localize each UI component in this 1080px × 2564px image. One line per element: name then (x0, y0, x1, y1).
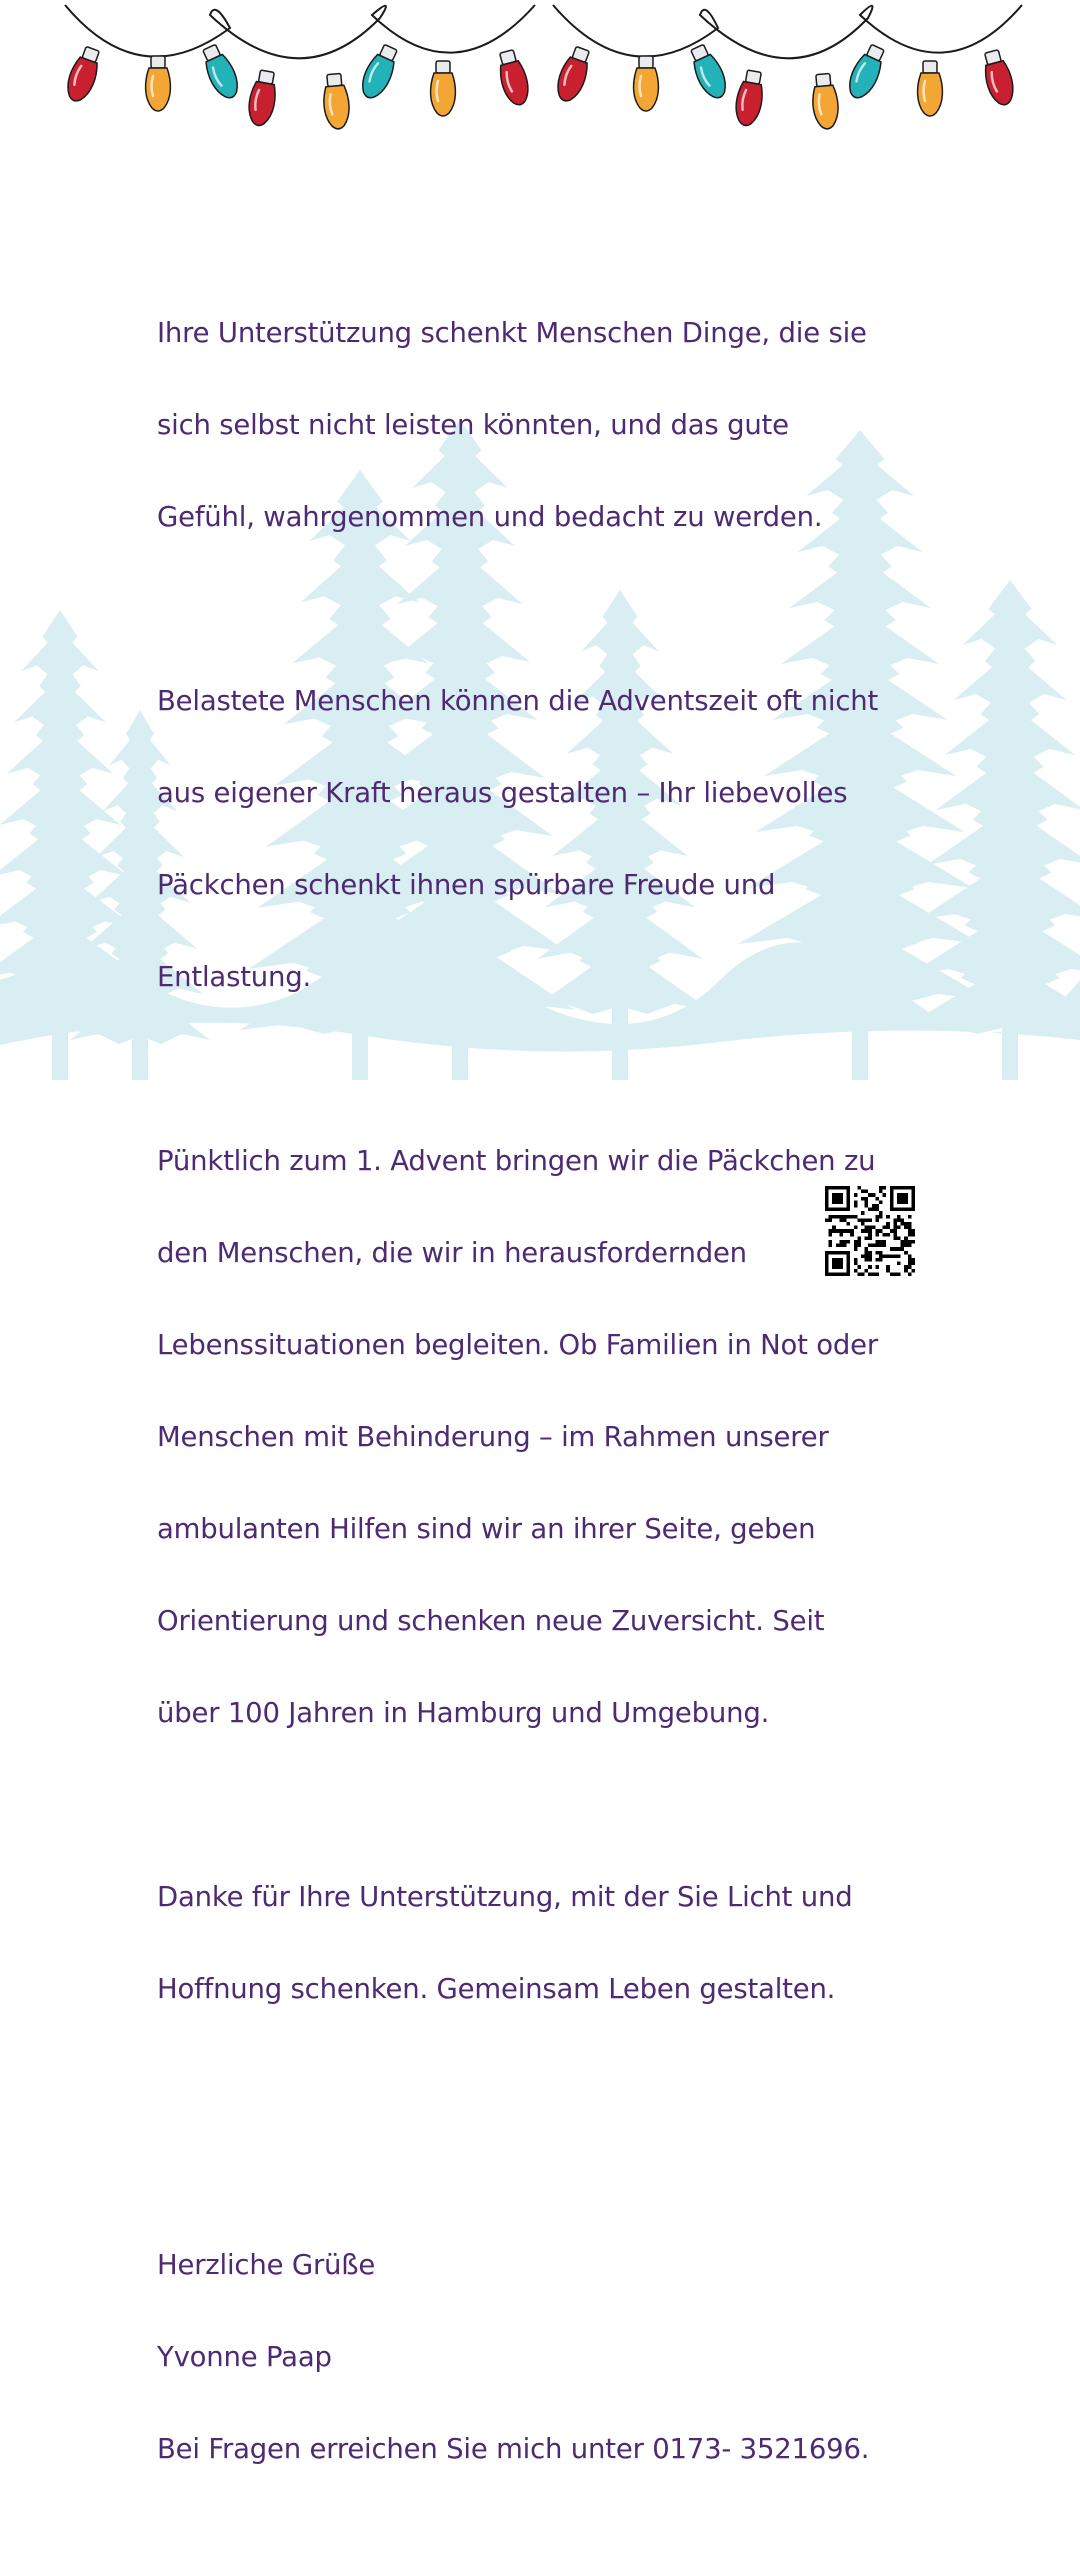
text-line: Päckchen schenkt ihnen spürbare Freude und (157, 869, 776, 901)
text-line: über 100 Jahren in Hamburg und Umgebung. (157, 1697, 770, 1729)
spacer (157, 2104, 957, 2150)
light-bulb-icon (431, 61, 456, 116)
light-bulb-icon (918, 61, 943, 116)
text-line: sich selbst nicht leisten könnten, und das gute (157, 409, 789, 441)
closing (157, 2196, 957, 2518)
text-line: Entlastung. (157, 961, 312, 993)
light-bulb-icon (356, 42, 402, 102)
paragraph-1 (157, 264, 957, 586)
light-bulb-icon (686, 42, 732, 102)
text-line: Danke für Ihre Unterstützung, mit der Sie Licht und (157, 1881, 853, 1913)
text-line: aus eigener Kraft heraus gestalten – Ihr liebevolles (157, 777, 848, 809)
string-lights-icon (0, 0, 1080, 140)
light-bulb-icon (634, 56, 659, 111)
contact-phone: Bei Fragen erreichen Sie mich unter 0173- 3521696. (157, 2433, 870, 2465)
text-line: Gefühl, wahrgenommen und bedacht zu werden. (157, 501, 823, 533)
greeting: Herzliche Grüße (157, 2249, 376, 2281)
text-line: Ihre Unterstützung schenkt Menschen Dinge, die sie (157, 317, 867, 349)
text-line: Orientierung und schenken neue Zuversicht. Seit (157, 1605, 825, 1637)
text-line: ambulanten Hilfen sind wir an ihrer Seite, geben (157, 1513, 816, 1545)
light-bulb-icon (246, 69, 280, 127)
light-bulb-icon (62, 45, 104, 105)
light-bulb-icon (810, 73, 840, 130)
text-line: Pünktlich zum 1. Advent bringen wir die Päckchen zu (157, 1145, 876, 1177)
text-line: Lebenssituationen begleiten. Ob Familien in Not oder (157, 1329, 878, 1361)
signature-name: Yvonne Paap (157, 2341, 332, 2373)
text-line: Hoffnung schenken. Gemeinsam Leben gestalten. (157, 1973, 836, 2005)
paragraph-2 (157, 632, 957, 1046)
light-bulb-icon (843, 42, 889, 102)
text-line: Belastete Menschen können die Adventszeit oft nicht (157, 685, 879, 717)
text-line: Menschen mit Behinderung – im Rahmen unserer (157, 1421, 829, 1453)
light-bulb-icon (198, 42, 244, 102)
text-line: den Menschen, die wir in herausfordernden (157, 1237, 747, 1269)
paragraph-4 (157, 1828, 957, 2058)
qr-code[interactable] (825, 1186, 915, 1276)
light-bulb-icon (979, 48, 1017, 108)
light-bulb-icon (494, 48, 532, 108)
light-bulb-icon (733, 69, 767, 127)
light-bulb-icon (321, 73, 351, 130)
light-bulb-icon (146, 56, 171, 111)
letter-body (157, 218, 957, 2564)
light-bulb-icon (552, 45, 594, 105)
